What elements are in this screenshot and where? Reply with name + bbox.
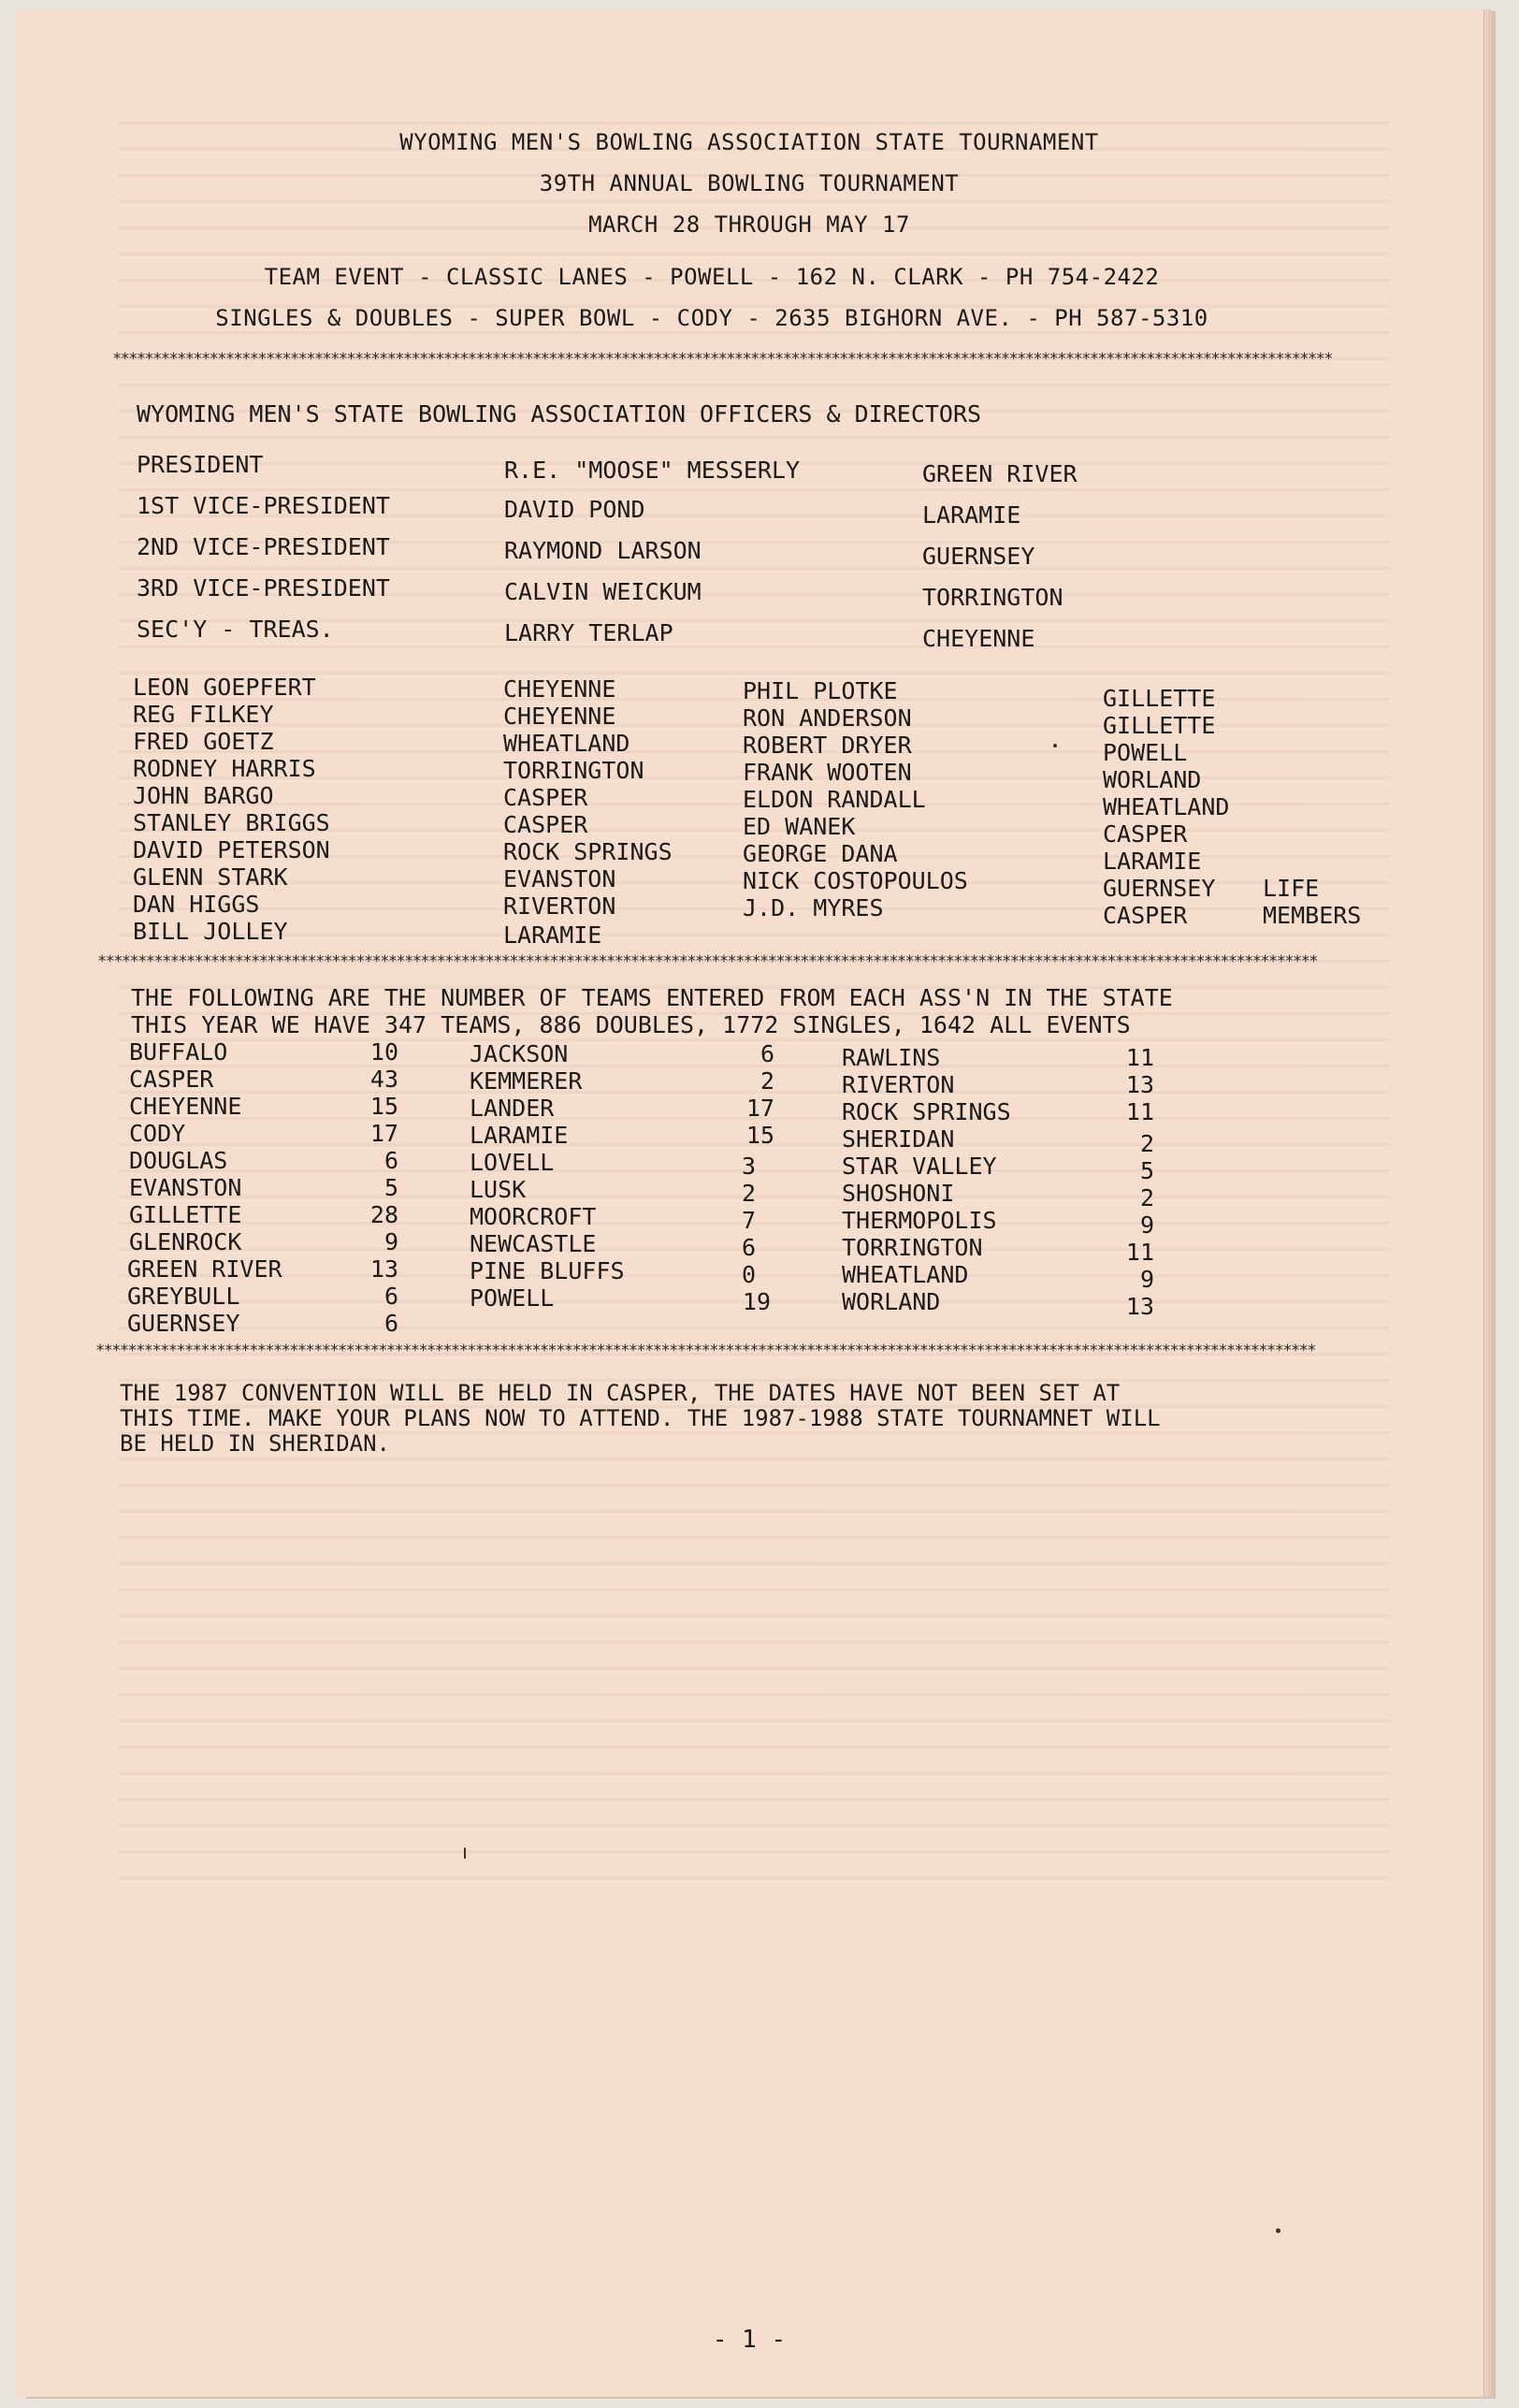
convention-line2: THIS TIME. MAKE YOUR PLANS NOW TO ATTEND. THE 1987-1988 STATE TOURNAMNET WILL [120,1405,1161,1431]
officer-name: R.E. "MOOSE" MESSERLY [504,457,801,484]
director-city: LARAMIE [1103,848,1202,875]
director-name: ELDON RANDALL [743,786,926,813]
director-name: FRANK WOOTEN [743,759,912,786]
director-city: ROCK SPRINGS [503,838,673,865]
association-name: BUFFALO [129,1038,228,1066]
officer-role: 2ND VICE-PRESIDENT [137,533,390,560]
association-name: WHEATLAND [842,1261,969,1288]
director-city: CASPER [1103,902,1188,929]
association-name: CHEYENNE [129,1093,242,1120]
team-count: 11 [1125,1239,1154,1266]
officer-role: SEC'Y - TREAS. [137,616,334,643]
separator-3: ******************************************************************************************************************************************************* [95,1342,1315,1360]
association-name: LANDER [470,1095,555,1122]
director-name: GEORGE DANA [743,840,898,867]
team-count: 6 [383,1283,398,1310]
paper-speck [1276,2228,1280,2233]
association-name: LOVELL [470,1149,555,1176]
officer-role: 1ST VICE-PRESIDENT [137,492,390,519]
association-name: PINE BLUFFS [470,1257,625,1284]
association-name: GILLETTE [129,1201,242,1228]
team-count: 28 [369,1201,398,1228]
paper-speck [1053,744,1057,747]
life-label: LIFE [1263,875,1320,902]
director-city: WHEATLAND [503,730,630,757]
association-name: EVANSTON [129,1174,242,1201]
association-name: NEWCASTLE [470,1230,597,1257]
association-name: LUSK [470,1176,527,1203]
team-count: 13 [1125,1293,1154,1320]
convention-line3: BE HELD IN SHERIDAN. [120,1430,390,1457]
document-page [15,9,1484,2397]
team-count: 3 [741,1153,756,1180]
director-name: RON ANDERSON [743,704,912,732]
team-count: 6 [741,1234,756,1261]
team-count: 11 [1125,1098,1154,1125]
team-count: 2 [1139,1130,1154,1157]
director-city: GILLETTE [1103,685,1216,712]
association-name: JACKSON [470,1040,569,1067]
officer-city: CHEYENNE [922,625,1035,652]
director-city: CASPER [503,784,588,811]
officer-city: GUERNSEY [922,543,1035,570]
director-name: ROBERT DRYER [743,732,912,759]
team-count: 15 [745,1122,774,1149]
association-name: DOUGLAS [129,1147,228,1174]
team-count: 2 [760,1067,774,1095]
association-name: MOORCROFT [470,1203,597,1230]
director-name: PHIL PLOTKE [743,677,898,704]
convention-line1: THE 1987 CONVENTION WILL BE HELD IN CASPER, THE DATES HAVE NOT BEEN SET AT [120,1380,1121,1406]
director-name: LEON GOEPFERT [133,674,316,701]
team-count: 17 [369,1120,398,1147]
association-name: TORRINGTON [842,1234,983,1261]
director-name: J.D. MYRES [743,894,884,921]
director-name: ED WANEK [743,813,856,840]
team-count: 9 [1139,1211,1154,1239]
team-count: 7 [741,1207,756,1234]
officer-name: DAVID POND [504,496,645,523]
team-count: 6 [383,1147,398,1174]
officer-name: LARRY TERLAP [504,619,673,646]
director-name: STANLEY BRIGGS [133,809,330,836]
officer-name: CALVIN WEICKUM [504,578,702,605]
paper-speck [464,1848,466,1859]
teams-intro-line1: THE FOLLOWING ARE THE NUMBER OF TEAMS ENTERED FROM EACH ASS'N IN THE STATE [131,984,1173,1011]
director-city: EVANSTON [503,865,616,892]
team-count: 43 [369,1066,398,1093]
association-name: CODY [129,1120,186,1147]
director-city: CASPER [503,811,588,838]
director-name: DAVID PETERSON [133,836,330,863]
team-count: 11 [1125,1044,1154,1071]
director-name: RODNEY HARRIS [133,755,316,782]
association-name: THERMOPOLIS [842,1207,997,1234]
annual-tournament-line: 39TH ANNUAL BOWLING TOURNAMENT [539,170,960,196]
tournament-title: WYOMING MEN'S BOWLING ASSOCIATION STATE TOURNAMENT [399,129,1099,155]
team-count: 15 [369,1093,398,1120]
association-name: POWELL [470,1284,555,1312]
separator-2: ******************************************************************************************************************************************************* [97,952,1317,971]
officer-role: PRESIDENT [137,451,264,478]
team-count: 9 [1139,1266,1154,1293]
team-count: 9 [383,1228,398,1255]
association-name: ROCK SPRINGS [842,1098,1011,1125]
association-name: LARAMIE [470,1122,569,1149]
director-city: GILLETTE [1103,712,1216,739]
team-count: 13 [369,1255,398,1283]
team-count: 6 [383,1310,398,1337]
director-city: LARAMIE [503,921,602,949]
officer-city: LARAMIE [922,501,1021,529]
association-name: CASPER [129,1066,214,1093]
team-count: 6 [760,1040,774,1067]
teams-intro-line2: THIS YEAR WE HAVE 347 TEAMS, 886 DOUBLES, 1772 SINGLES, 1642 ALL EVENTS [131,1011,1131,1038]
association-name: SHOSHONI [842,1180,955,1207]
officer-city: TORRINGTON [922,584,1063,611]
director-name: DAN HIGGS [133,891,260,918]
team-count: 0 [741,1261,756,1288]
association-name: GLENROCK [129,1228,242,1255]
director-name: GLENN STARK [133,863,288,891]
team-count: 2 [1139,1184,1154,1211]
team-count: 10 [369,1038,398,1066]
officers-title: WYOMING MEN'S STATE BOWLING ASSOCIATION OFFICERS & DIRECTORS [137,400,982,428]
officer-role: 3RD VICE-PRESIDENT [137,574,390,602]
association-name: GREYBULL [127,1283,240,1310]
director-city: WHEATLAND [1103,793,1230,820]
director-name: BILL JOLLEY [133,918,288,945]
association-name: WORLAND [842,1288,941,1315]
director-city: POWELL [1103,739,1188,766]
team-count: 19 [742,1288,771,1315]
team-event-line: TEAM EVENT - CLASSIC LANES - POWELL - 162 N. CLARK - PH 754-2422 [264,264,1160,290]
officer-city: GREEN RIVER [922,460,1078,487]
association-name: SHERIDAN [842,1125,955,1153]
page-number: - 1 - [712,2326,787,2354]
director-name: NICK COSTOPOULOS [743,867,968,894]
tournament-dates: MARCH 28 THROUGH MAY 17 [588,211,910,238]
singles-doubles-line: SINGLES & DOUBLES - SUPER BOWL - CODY - 2635 BIGHORN AVE. - PH 587-5310 [215,305,1208,331]
director-city: CHEYENNE [503,675,616,703]
team-count: 5 [383,1174,398,1201]
team-count: 2 [741,1180,756,1207]
association-name: RIVERTON [842,1071,955,1098]
separator-1: ******************************************************************************************************************************************************* [112,350,1332,369]
director-name: REG FILKEY [133,701,274,728]
director-city: TORRINGTON [503,757,644,784]
association-name: GUERNSEY [127,1310,240,1337]
director-city: GUERNSEY [1103,875,1216,902]
officer-name: RAYMOND LARSON [504,537,702,564]
association-name: STAR VALLEY [842,1153,997,1180]
director-city: RIVERTON [503,892,616,920]
association-name: RAWLINS [842,1044,941,1071]
team-count: 17 [745,1095,774,1122]
director-city: CASPER [1103,820,1188,848]
team-count: 5 [1139,1157,1154,1184]
director-name: JOHN BARGO [133,782,274,809]
director-city: CHEYENNE [503,703,616,730]
director-city: WORLAND [1103,766,1202,793]
association-name: KEMMERER [470,1067,583,1095]
association-name: GREEN RIVER [127,1255,282,1283]
team-count: 13 [1125,1071,1154,1098]
director-name: FRED GOETZ [133,728,274,755]
members-label: MEMBERS [1263,902,1362,929]
